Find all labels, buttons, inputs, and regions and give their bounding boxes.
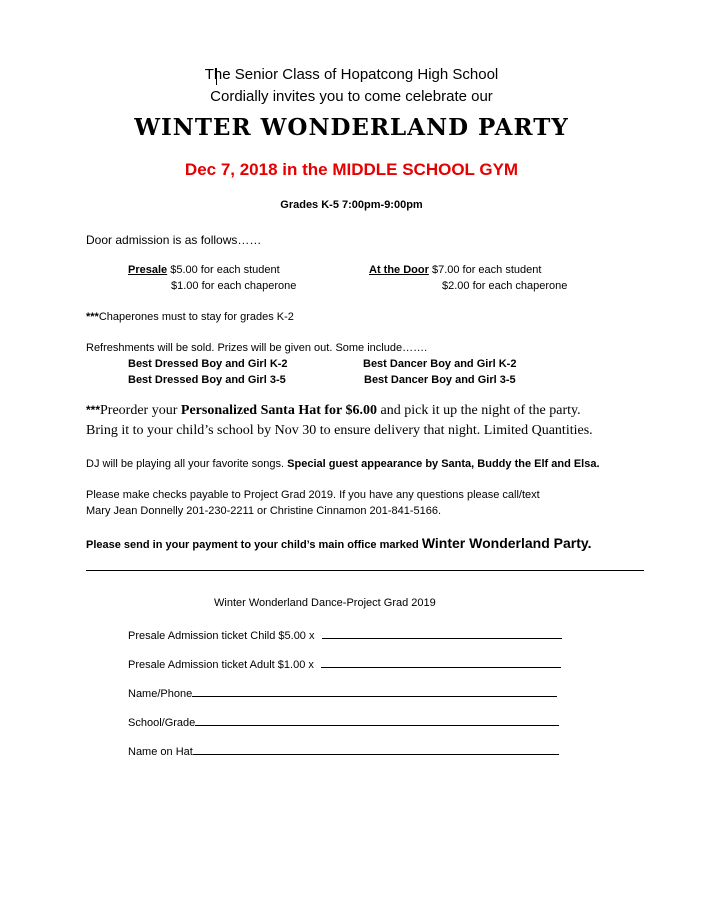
special-guests: Special guest appearance by Santa, Buddy the Elf and Elsa. — [287, 458, 600, 470]
hat-pre: Preorder your — [100, 403, 181, 418]
contacts-line: Mary Jean Donnelly 201-230-2211 or Christine Cinnamon 201-841-5166. — [86, 505, 442, 517]
hat-name-blank[interactable] — [193, 742, 559, 755]
adult-ticket-blank[interactable] — [321, 655, 561, 668]
party-title: WINTER WONDERLAND PARTY — [134, 114, 569, 141]
door-label: At the Door — [369, 264, 429, 276]
payment-text: Please send in your payment to your child’s main office marked — [86, 539, 422, 551]
dj-note — [86, 458, 600, 470]
chaperone-note — [86, 311, 294, 323]
prize-dressed-35: Best Dressed Boy and Girl 3-5 — [128, 374, 286, 386]
invitation-line-2: Cordially invites you to come celebrate our — [210, 88, 493, 105]
hat-offer: Personalized Santa Hat for $6.00 — [180, 403, 378, 418]
hat-name-label: Name on Hat — [128, 746, 193, 758]
door-row-1 — [369, 264, 541, 276]
prize-dancer-35: Best Dancer Boy and Girl 3-5 — [364, 374, 516, 386]
hat-name-row — [128, 742, 559, 758]
school-grade-blank[interactable] — [195, 713, 559, 726]
invitation-line-1: The Senior Class of Hopatcong High School — [204, 66, 499, 83]
child-ticket-blank[interactable] — [322, 626, 562, 639]
name-phone-label: Name/Phone — [128, 688, 193, 700]
payment-marking: Winter Wonderland Party. — [421, 535, 592, 551]
dj-text: DJ will be playing all your favorite songs. — [86, 458, 288, 470]
refreshments-text: Refreshments will be sold. Prizes will be given out. Some include……. — [86, 342, 428, 354]
adult-ticket-label: Presale Admission ticket Adult $1.00 x — [128, 659, 314, 671]
presale-label: Presale — [128, 264, 168, 276]
name-phone-blank[interactable] — [192, 684, 557, 697]
door-chaperone-price: $2.00 for each chaperone — [442, 280, 568, 292]
presale-chaperone-price: $1.00 for each chaperone — [171, 280, 297, 292]
presale-student-price: $5.00 for each student — [170, 264, 280, 276]
grades-time: Grades K-5 7:00pm-9:00pm — [280, 199, 423, 211]
cut-line — [86, 570, 644, 571]
payment-note — [86, 535, 592, 551]
admission-intro: Door admission is as follows…… — [86, 233, 262, 247]
chaperone-text: Chaperones must to stay for grades K-2 — [98, 311, 294, 323]
prize-dancer-k2: Best Dancer Boy and Girl K-2 — [363, 358, 517, 370]
name-phone-row — [128, 684, 557, 700]
door-student-price: $7.00 for each student — [431, 264, 542, 276]
prize-dressed-k2: Best Dressed Boy and Girl K-2 — [128, 358, 288, 370]
hat-post: and pick it up the night of the party. — [377, 403, 581, 418]
hat-stars: *** — [86, 403, 101, 417]
school-grade-label: School/Grade — [128, 717, 196, 729]
child-ticket-label: Presale Admission ticket Child $5.00 x — [128, 630, 315, 642]
presale-row-1 — [128, 264, 280, 276]
adult-ticket-row — [128, 655, 561, 671]
checks-line-1: Please make checks payable to Project Grad 2019. If you have any questions please call/text — [86, 489, 540, 501]
santa-hat-line-1 — [86, 403, 581, 419]
form-title: Winter Wonderland Dance-Project Grad 2019 — [214, 597, 436, 609]
chaperone-stars: *** — [86, 311, 99, 323]
santa-hat-line-2: Bring it to your child’s school by Nov 30 to ensure delivery that night. Limited Quantities. — [86, 423, 593, 438]
school-grade-row — [128, 713, 559, 729]
child-ticket-row — [128, 626, 562, 642]
event-date: Dec 7, 2018 in the MIDDLE SCHOOL GYM — [184, 160, 519, 179]
